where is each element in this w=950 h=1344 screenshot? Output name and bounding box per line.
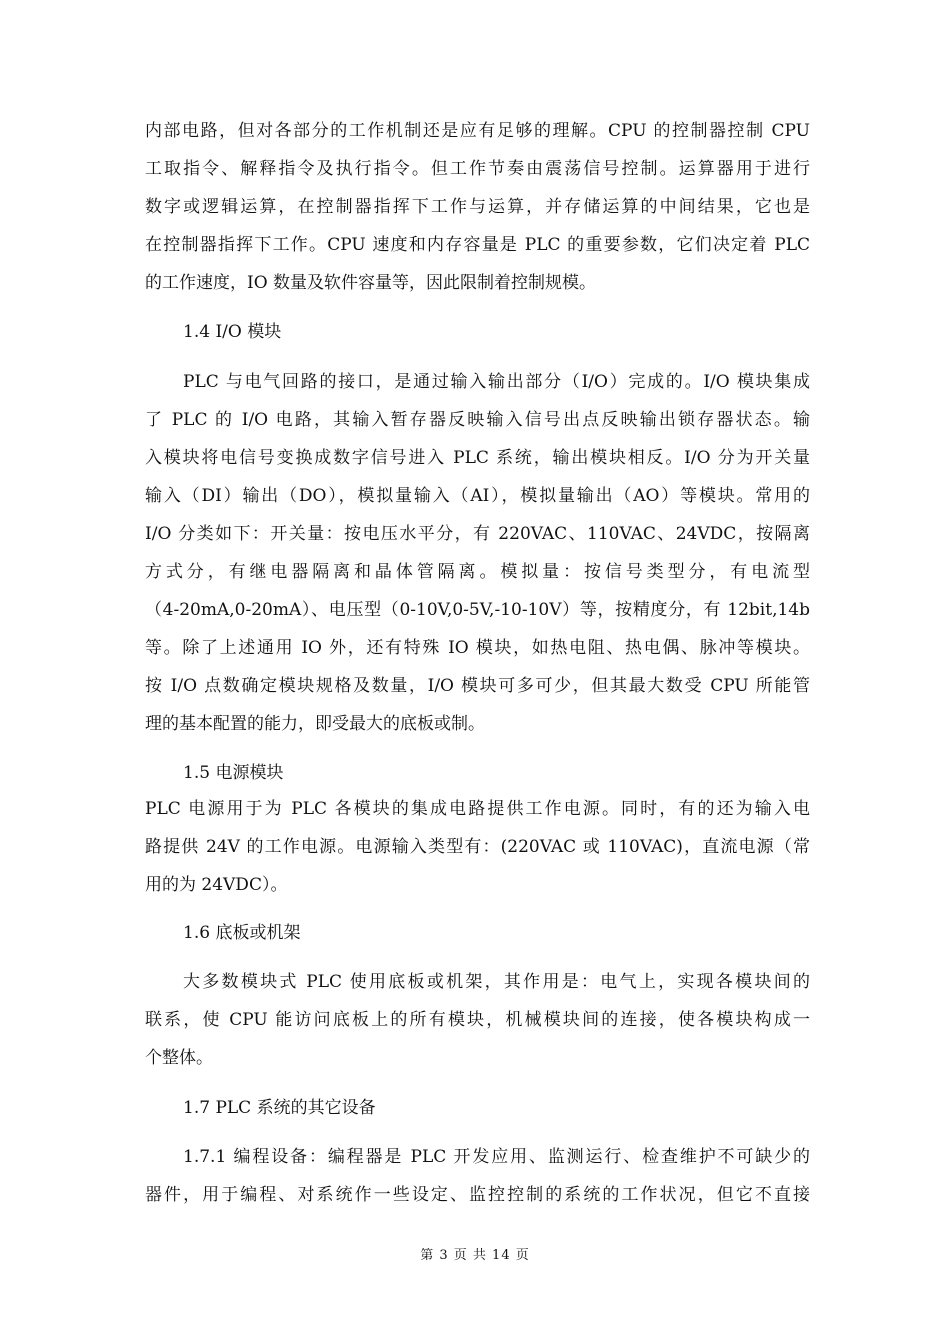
text-line: 路提供 24V 的工作电源。电源输入类型有：(220VAC 或 110VAC)，直流电源（常 — [145, 837, 810, 857]
text-line: 等。除了上述通用 IO 外，还有特殊 IO 模块，如热电阻、热电偶、脉冲等模块。 — [145, 638, 810, 658]
text-line: 在控制器指挥下工作。CPU 速度和内存容量是 PLC 的重要参数，它们决定着 PLC — [145, 235, 810, 255]
text-line: 按 I/O 点数确定模块规格及数量，I/O 模块可多可少，但其最大数受 CPU 所能管 — [145, 676, 810, 696]
text-line: 用的为 24VDC）。 — [145, 875, 288, 895]
text-line: 器件，用于编程、对系统作一些设定、监控控制的系统的工作状况，但它不直接 — [145, 1185, 810, 1205]
text-line: I/O 分类如下：开关量：按电压水平分，有 220VAC、110VAC、24VDC，按隔离 — [145, 524, 810, 544]
text-line: 了 PLC 的 I/O 电路，其输入暂存器反映输入信号出点反映输出锁存器状态。输 — [145, 410, 810, 430]
text-line: 输入（DI）输出（DO），模拟量输入（AI），模拟量输出（AO）等模块。常用的 — [145, 486, 810, 506]
section-heading: 1.4 I/O 模块 — [183, 322, 282, 342]
text-line: PLC 电源用于为 PLC 各模块的集成电路提供工作电源。同时，有的还为输入电 — [145, 799, 810, 819]
text-line: 方式分，有继电器隔离和晶体管隔离。模拟量：按信号类型分，有电流型 — [145, 562, 810, 582]
text-line: 理的基本配置的能力，即受最大的底板或制。 — [145, 714, 485, 734]
text-line: 1.7.1 编程设备：编程器是 PLC 开发应用、监测运行、检查维护不可缺少的 — [183, 1147, 810, 1167]
text-line: 个整体。 — [145, 1048, 213, 1068]
text-line: 的工作速度，IO 数量及软件容量等，因此限制着控制规模。 — [145, 273, 597, 293]
section-heading: 1.7 PLC 系统的其它设备 — [183, 1098, 376, 1118]
text-line: 联系，使 CPU 能访问底板上的所有模块，机械模块间的连接，使各模块构成一 — [145, 1010, 810, 1030]
section-heading: 1.5 电源模块 — [183, 763, 284, 783]
text-line: 数字或逻辑运算，在控制器指挥下工作与运算，并存储运算的中间结果，它也是 — [145, 197, 810, 217]
section-heading: 1.6 底板或机架 — [183, 923, 301, 943]
text-line: 工取指令、解释指令及执行指令。但工作节奏由震荡信号控制。运算器用于进行 — [145, 159, 810, 179]
page-number-footer: 第 3 页 共 14 页 — [420, 1248, 530, 1263]
text-line: 内部电路，但对各部分的工作机制还是应有足够的理解。CPU 的控制器控制 CPU — [145, 121, 810, 141]
text-line: （4-20mA,0-20mA）、电压型（0-10V,0-5V,-10-10V）等，按精度分，有 12bit,14b — [145, 600, 810, 620]
text-line: PLC 与电气回路的接口，是通过输入输出部分（I/O）完成的。I/O 模块集成 — [183, 372, 810, 392]
text-line: 入模块将电信号变换成数字信号进入 PLC 系统，输出模块相反。I/O 分为开关量 — [145, 448, 810, 468]
text-line: 大多数模块式 PLC 使用底板或机架，其作用是：电气上，实现各模块间的 — [183, 972, 810, 992]
